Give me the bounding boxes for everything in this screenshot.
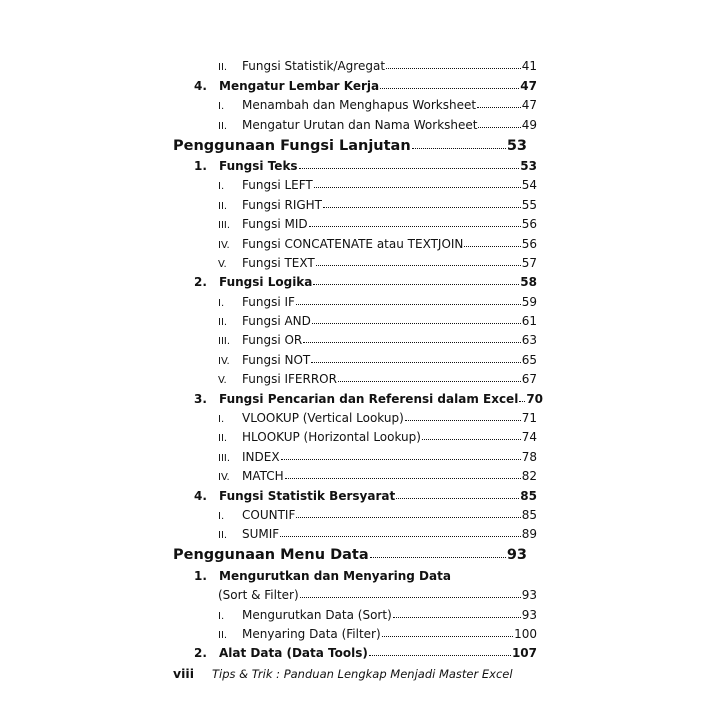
- toc-section-entry: [0, 464, 537, 483]
- toc-entry-page: 93: [506, 547, 527, 564]
- toc-entry-page: 82: [521, 469, 537, 484]
- toc-entry-number: IV.: [218, 239, 230, 251]
- dot-leader: [281, 459, 521, 460]
- toc-entry-page: 89: [521, 527, 537, 542]
- toc-entry-number: III.: [218, 220, 231, 232]
- dot-leader: [314, 187, 521, 188]
- toc-entry-page: 93: [521, 588, 537, 603]
- toc-entry-number: II.: [218, 317, 228, 329]
- toc-entry-number: II.: [218, 433, 228, 445]
- toc-entry-page: 63: [521, 333, 537, 348]
- toc-entry-number: 4.: [194, 488, 207, 503]
- toc-entry-number: I.: [218, 414, 225, 426]
- toc-chapter-entry: [0, 73, 537, 92]
- toc-entry-number: I.: [218, 181, 225, 193]
- toc-entry-label: Mengatur Urutan dan Nama Worksheet: [242, 117, 478, 132]
- toc-section-entry: [0, 503, 537, 522]
- toc-entry-page: 41: [521, 59, 537, 74]
- toc-section-entry: [0, 622, 537, 641]
- toc-section-entry: [0, 192, 537, 211]
- dot-leader: [369, 655, 511, 656]
- toc-entry-label: VLOOKUP (Vertical Lookup): [242, 411, 404, 426]
- toc-entry-label: COUNTIF: [242, 507, 296, 522]
- toc-section-entry: [0, 406, 537, 425]
- toc-section-entry: [0, 231, 537, 250]
- toc-entry-label: Fungsi AND: [242, 314, 311, 329]
- toc-entry-page: 71: [521, 411, 537, 426]
- toc-section-entry: [0, 444, 537, 463]
- toc-entry-label: Penggunaan Fungsi Lanjutan: [173, 137, 411, 154]
- dot-leader: [519, 401, 525, 402]
- toc-entry-number: V.: [218, 375, 227, 387]
- toc-chapter-entry: [0, 483, 537, 502]
- toc-chapter-entry: [0, 641, 537, 660]
- toc-entry-label: Fungsi TEXT: [242, 255, 315, 270]
- toc-part-heading: [0, 541, 527, 563]
- toc-entry-page: 85: [521, 507, 537, 522]
- toc-section-entry: [0, 367, 537, 386]
- toc-chapter-entry: [0, 386, 544, 406]
- toc-entry-label: Fungsi RIGHT: [242, 197, 323, 212]
- dot-leader: [323, 207, 521, 208]
- toc-entry-label: Menyaring Data (Filter): [242, 626, 381, 641]
- toc-section-entry: [0, 602, 537, 621]
- toc-entry-label: Fungsi Teks: [219, 158, 298, 173]
- table-of-contents: [0, 54, 726, 660]
- toc-entry-page: 78: [521, 449, 537, 464]
- toc-entry-label: Fungsi IFERROR: [242, 372, 337, 387]
- toc-chapter-entry: [0, 270, 537, 289]
- toc-entry-page: 74: [521, 430, 537, 445]
- dot-leader: [316, 265, 521, 266]
- toc-entry-number: II.: [218, 62, 228, 74]
- toc-entry-label: Alat Data (Data Tools): [219, 646, 368, 661]
- toc-entry-page: 93: [521, 607, 537, 622]
- dot-leader: [312, 323, 521, 324]
- toc-entry-label: SUMIF: [242, 527, 280, 542]
- toc-entry-page: 65: [521, 352, 537, 367]
- toc-entry-label: MATCH: [242, 469, 284, 484]
- toc-entry-number: 2.: [194, 646, 207, 661]
- toc-entry-page: 47: [521, 98, 537, 113]
- dot-leader: [422, 439, 521, 440]
- toc-entry-number: II.: [218, 530, 228, 542]
- toc-entry-page: 59: [521, 294, 537, 309]
- toc-entry-number: III.: [218, 336, 231, 348]
- toc-section-entry: [0, 347, 537, 366]
- dot-leader: [300, 597, 521, 598]
- dot-leader: [299, 168, 520, 169]
- toc-part-heading: [0, 132, 527, 154]
- toc-entry-page: 57: [521, 255, 537, 270]
- dot-leader: [396, 498, 519, 499]
- toc-entry-label: Fungsi OR: [242, 333, 303, 348]
- dot-leader: [280, 536, 521, 537]
- dot-leader: [338, 381, 521, 382]
- toc-entry-label: Fungsi Pencarian dan Referensi dalam Excel: [219, 391, 519, 406]
- toc-entry-number: 3.: [194, 391, 207, 406]
- toc-entry-page: 47: [520, 78, 537, 93]
- toc-chapter-entry: [0, 563, 537, 582]
- toc-entry-label: Penggunaan Menu Data: [173, 547, 369, 564]
- toc-section-entry: [0, 212, 537, 231]
- toc-entry-page: 56: [521, 236, 537, 251]
- toc-entry-label: (Sort & Filter): [218, 588, 299, 603]
- dot-leader: [412, 148, 506, 149]
- footer-page-number: viii: [173, 666, 195, 681]
- toc-entry-label: Fungsi NOT: [242, 352, 311, 367]
- toc-section-entry: [0, 93, 537, 112]
- toc-entry-label: INDEX: [242, 449, 280, 464]
- toc-entry-label: Fungsi MID: [242, 217, 308, 232]
- toc-entry-number: IV.: [218, 355, 230, 367]
- toc-entry-label: Menambah dan Menghapus Worksheet: [242, 98, 477, 113]
- toc-entry-label: Fungsi LEFT: [242, 178, 313, 193]
- toc-entry-page: 53: [506, 137, 527, 154]
- toc-entry-number: 1.: [194, 568, 207, 583]
- toc-entry-page: 61: [521, 314, 537, 329]
- toc-entry-page: 53: [520, 158, 537, 173]
- toc-entry-page: 107: [511, 646, 537, 661]
- toc-section-entry: [0, 425, 537, 444]
- toc-entry-page: 70: [526, 391, 544, 406]
- dot-leader: [382, 636, 513, 637]
- toc-entry-page: 67: [521, 372, 537, 387]
- dot-leader: [477, 107, 521, 108]
- toc-entry-page: 100: [514, 626, 537, 641]
- dot-leader: [311, 362, 520, 363]
- toc-entry-number: I.: [218, 610, 225, 622]
- toc-entry-number: IV.: [218, 472, 230, 484]
- page-footer: [173, 666, 513, 681]
- toc-entry-page: 55: [521, 197, 537, 212]
- toc-entry-label: Fungsi Logika: [219, 275, 313, 290]
- toc-entry-page: 54: [521, 178, 537, 193]
- toc-section-entry: [0, 54, 537, 73]
- toc-entry-label: Fungsi CONCATENATE atau TEXTJOIN: [242, 236, 464, 251]
- toc-entry-number: 4.: [194, 78, 207, 93]
- toc-entry-page: 49: [521, 117, 537, 132]
- toc-entry-label: Mengatur Lembar Kerja: [219, 78, 380, 93]
- toc-section-entry: [0, 173, 537, 192]
- toc-entry-label: Fungsi IF: [242, 294, 295, 309]
- dot-leader: [370, 557, 506, 558]
- toc-entry-number: II.: [218, 629, 228, 641]
- toc-entry-number: 1.: [194, 158, 207, 173]
- toc-entry-page: 85: [520, 488, 537, 503]
- toc-entry-label: Fungsi Statistik Bersyarat: [219, 488, 396, 503]
- toc-entry-label: HLOOKUP (Horizontal Lookup): [242, 430, 421, 445]
- dot-leader: [405, 420, 521, 421]
- toc-entry-label: Mengurutkan Data (Sort): [242, 607, 392, 622]
- toc-section-entry: [0, 112, 537, 131]
- toc-entry-page: 58: [520, 275, 537, 290]
- toc-section-entry: [0, 328, 537, 347]
- dot-leader: [393, 617, 521, 618]
- toc-section-entry: [0, 522, 537, 541]
- toc-entry-number: III.: [218, 452, 231, 464]
- dot-leader: [309, 226, 521, 227]
- toc-section-entry: [0, 251, 537, 270]
- toc-entry-number: I.: [218, 297, 225, 309]
- dot-leader: [478, 127, 520, 128]
- toc-entry-number: I.: [218, 101, 225, 113]
- dot-leader: [303, 342, 520, 343]
- dot-leader: [313, 284, 519, 285]
- dot-leader: [380, 88, 519, 89]
- toc-section-entry: [0, 289, 537, 308]
- toc-entry-label: Mengurutkan dan Menyaring Data: [219, 568, 451, 583]
- toc-chapter-entry: [0, 154, 537, 173]
- dot-leader: [386, 68, 521, 69]
- toc-entry-number: II.: [218, 200, 228, 212]
- toc-entry-number: II.: [218, 120, 228, 132]
- dot-leader: [285, 478, 521, 479]
- dot-leader: [296, 304, 521, 305]
- toc-section-entry: [0, 309, 537, 328]
- toc-entry-number: V.: [218, 258, 227, 270]
- dot-leader: [296, 517, 520, 518]
- toc-entry-number: I.: [218, 510, 225, 522]
- toc-section-entry: [0, 583, 537, 602]
- toc-entry-number: 2.: [194, 275, 207, 290]
- dot-leader: [464, 246, 520, 247]
- toc-entry-label: Fungsi Statistik/Agregat: [242, 59, 386, 74]
- toc-entry-page: 56: [521, 217, 537, 232]
- footer-book-title: Tips & Trik : Panduan Lengkap Menjadi Master Excel: [212, 667, 513, 681]
